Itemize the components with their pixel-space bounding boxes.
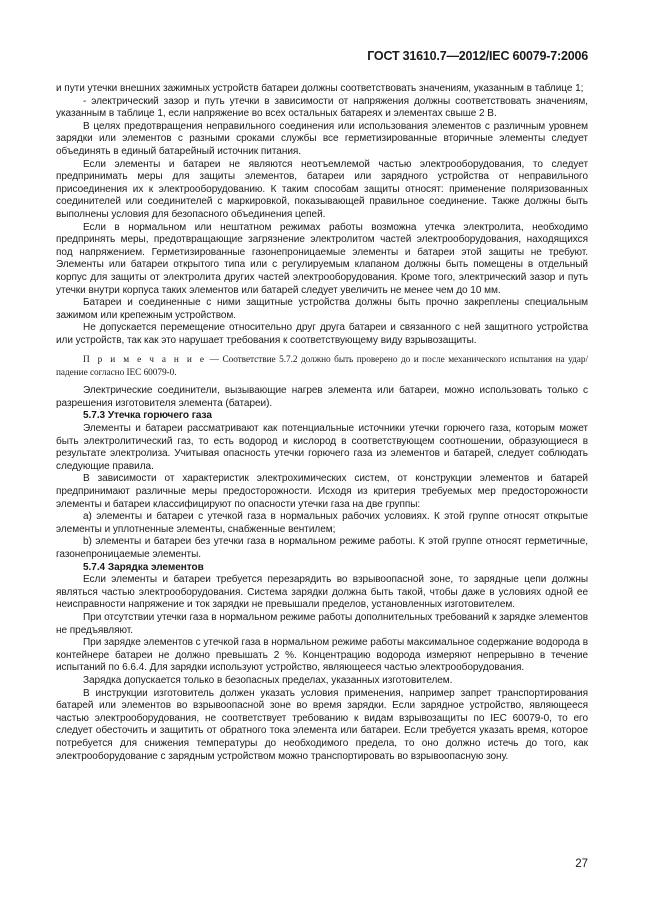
note [56, 354, 588, 379]
paragraph: и пути утечки внешних зажимных устройств батареи должны соответствовать значениям, указанным в таблице 1; [56, 83, 584, 94]
paragraph: В инструкции изготовитель должен указать условия применения, например запрет транспортирования батарей или элементов во взрывоопасной зоне во время зарядки. Если зарядное устройство, являющееся частью электрооборудования, не соответствует требованию к видам взрывозащиты по IEC 60079-0, то его следует обесточить и защитить от обратного тока элемента или батареи. Если требуется указать время, которое потребуется для снижения температуры до необходимого предела, то оно должно истечь до того, как электрооборудование с зарядным устройством можно транспортировать во взрывоопасную зону. [56, 687, 588, 762]
paragraph: При зарядке элементов с утечкой газа в нормальном режиме работы максимальное содержание водорода в контейнере батареи не должно превышать 2 %. Концентрацию водорода измеряют непрерывно в течение испытаний по 6.6.4. Для зарядки используют устройство, являющееся частью электрооборудования. [56, 637, 588, 674]
paragraph: Не допускается перемещение относительно друг друга батареи и связанного с ней защитного устройства или устройств, так как это нарушает требования к соответствующему виду взрывозащиты. [56, 322, 588, 346]
list-item: а) элементы и батареи с утечкой газа в нормальных рабочих условиях. К этой группе относят открытые элементы и уплотненные элементы, снабженные вентилем; [56, 511, 588, 535]
paragraph: В целях предотвращения неправильного соединения или использования элементов с различным уровнем зарядки или элементов с разными сроками службы все герметизированные вторичные элементы следует объединять в единый батарейный источник питания. [56, 120, 588, 157]
paragraph: Если в нормальном или нештатном режимах работы возможна утечка электролита, необходимо предпринять меры, предотвращающие загрязнение электролитом частей электрооборудования, находящихся под напряжением. Герметизированные газонепроницаемые элементы и батареи этой защиты не требуют. Элементы или батареи открытого типа или с регулируемым клапаном должны быть помещены в отдельный корпус для защиты от электролита других частей электрооборудования. Кроме того, электрический зазор и путь утечки внутри корпуса таких элементов или батарей следует увеличить не менее чем до 10 мм. [56, 221, 588, 296]
page-number: 27 [575, 858, 588, 870]
paragraph: Если элементы и батареи требуется перезарядить во взрывоопасной зоне, то зарядные цепи должны являться частью электрооборудования. Система зарядки должна быть такой, чтобы даже в условиях одной ее неисправности напряжение и ток зарядки не превышали пределов, установленных изготовителем. [56, 574, 588, 611]
paragraph: Если элементы и батареи не являются неотъемлемой частью электрооборудования, то следует предпринимать меры для защиты элементов, батареи или зарядного устройства от неправильного присоединения их к электрооборудованию. К таким способам защиты относят: применение поляризованных соединителей или соединителей с маркировкой, показывающей правильное соединение. Также должны быть выполнены условия для безопасного объединения цепей. [56, 158, 588, 220]
note-label: П р и м е ч а н и е [83, 355, 207, 366]
list-item: b) элементы и батареи без утечки газа в нормальном режиме работы. К этой группе относят герметичные, газонепроницаемые элементы. [56, 536, 588, 560]
paragraph: - электрический зазор и путь утечки в зависимости от напряжения должны соответствовать значениям, указанным в таблице 1, если напряжение во всех остальных батареях и элементах свыше 2 В. [56, 95, 588, 120]
paragraph: В зависимости от характеристик электрохимических систем, от конструкции элементов и батарей предпринимают различные меры предосторожности. Исходя из критерия требуемых мер предосторожности элементы и батареи классифицируют по опасности утечки газа на две группы: [56, 473, 588, 510]
paragraph: Батареи и соединенные с ними защитные устройства должны быть прочно закреплены специальным зажимом или крепежным устройством. [56, 297, 588, 321]
section-heading-5-7-3: 5.7.3 Утечка горючего газа [83, 410, 212, 422]
paragraph: При отсутствии утечки газа в нормальном режиме работы дополнительных требований к зарядке элементов не предъявляют. [56, 611, 588, 636]
document-body [56, 83, 588, 763]
paragraph: Элементы и батареи рассматривают как потенциальные источники утечки горючего газа, которым может быть электролитический газ, то есть водород и кислород в соответствующем соотношении, образующиеся в результате электролиза. Учитывая опасность утечки горючего газа из элементов и батарей, следует соблюдать следующие правила. [56, 423, 588, 472]
document-header: ГОСТ 31610.7—2012/IEC 60079-7:2006 [367, 49, 588, 63]
paragraph: Зарядка допускается только в безопасных пределах, указанных изготовителем. [83, 674, 453, 686]
note-text: — Соответствие 5.7.2 должно быть проверено до и после механического испытания на удар/падение согласно IEC 60079-0. [56, 355, 588, 378]
paragraph: Электрические соединители, вызывающие нагрев элемента или батареи, можно использовать только с разрешения изготовителя элемента (батареи). [56, 385, 588, 409]
section-heading-5-7-4: 5.7.4 Зарядка элементов [83, 561, 204, 573]
